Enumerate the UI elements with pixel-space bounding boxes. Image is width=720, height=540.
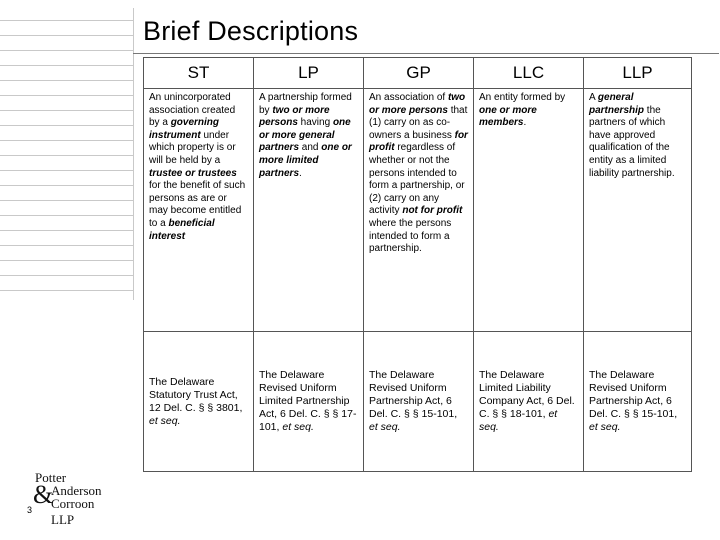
text-segment: having: [297, 117, 333, 129]
text-segment: An association of: [369, 92, 448, 103]
logo-line-2: Anderson: [51, 483, 102, 498]
text-segment: regardless of whether or not the persons intended to form a partnership, or (2) carry on any activity: [369, 142, 465, 217]
text-segment: The Delaware Limited Liability Company Act, 6 Del. C. § § 18-101,: [479, 369, 575, 420]
entity-comparison-table: [143, 57, 692, 472]
text-segment: The Delaware Revised Uniform Limited Partnership Act, 6 Del. C. § § 17-101,: [259, 369, 357, 433]
slide-title: Brief Descriptions: [143, 16, 359, 46]
emphasis-text: trustee or trustees: [149, 167, 237, 179]
text-segment: The Delaware Statutory Trust Act, 12 Del. C. § § 3801,: [149, 375, 243, 414]
text-segment: The Delaware Revised Uniform Partnership Act, 6 Del. C. § § 15-101,: [369, 369, 458, 420]
et-seq-text: et seq.: [369, 421, 401, 433]
header-gp: GP: [364, 58, 474, 89]
header-row: [144, 58, 692, 89]
description-lp: [254, 89, 364, 332]
text-segment: that (1) carry on as co-owners a business: [369, 104, 468, 141]
emphasis-text: beneficial interest: [149, 217, 215, 242]
title-divider: [133, 53, 719, 54]
description-llc: [474, 89, 584, 332]
text-segment: A partnership formed by: [259, 92, 352, 116]
et-seq-text: et seq.: [479, 408, 558, 433]
emphasis-text: one or more members: [479, 104, 537, 129]
text-segment: A: [589, 92, 598, 103]
text-segment: the partners of which have approved qualification of the entity as a limited liability partnership.: [589, 104, 675, 179]
statute-gp: [364, 332, 474, 472]
header-llp: LLP: [584, 58, 692, 89]
et-seq-text: et seq.: [589, 421, 621, 433]
emphasis-text: general partnership: [589, 92, 645, 116]
et-seq-text: et seq.: [282, 421, 314, 433]
emphasis-text: one or more general partners: [259, 117, 351, 154]
text-segment: An entity formed by: [479, 92, 566, 103]
description-st: [144, 89, 254, 332]
logo-line-3: Corroon LLP: [51, 496, 95, 527]
text-segment: An unincorporated association created by a: [149, 92, 236, 129]
et-seq-text: et seq.: [149, 414, 181, 427]
description-row: [144, 89, 692, 332]
logo-line-1: Potter: [35, 470, 67, 485]
decorative-ruled-lines: [0, 8, 134, 300]
header-llc: LLC: [474, 58, 584, 89]
statute-lp: [254, 332, 364, 472]
text-segment: and: [299, 142, 322, 154]
text-segment: .: [523, 117, 527, 129]
text-segment: under which property is or will be held by a: [149, 129, 236, 166]
statute-llc: [474, 332, 584, 472]
emphasis-text: governing instrument: [149, 117, 220, 141]
text-segment: where the persons intended to form a partnership.: [369, 217, 452, 255]
emphasis-text: two or more persons: [259, 104, 330, 129]
logo-ampersand: &: [33, 480, 54, 509]
statute-llp: [584, 332, 692, 472]
statute-row: [144, 332, 692, 472]
emphasis-text: for profit: [369, 129, 468, 154]
text-segment: .: [299, 167, 302, 179]
firm-logo: [33, 470, 119, 527]
text-segment: The Delaware Revised Uniform Partnership Act, 6 Del. C. § § 15-101,: [589, 369, 678, 420]
statute-st: [144, 332, 254, 472]
header-lp: LP: [254, 58, 364, 89]
description-llp: [584, 89, 692, 332]
emphasis-text: two or more persons: [369, 92, 466, 116]
description-gp: [364, 89, 474, 332]
page-number: 3: [27, 505, 33, 515]
text-segment: for the benefit of such persons as are or may become entitled to a: [149, 180, 246, 229]
emphasis-text: one or more limited partners: [259, 142, 352, 179]
emphasis-text: not for profit: [402, 205, 463, 217]
header-st: ST: [144, 58, 254, 89]
